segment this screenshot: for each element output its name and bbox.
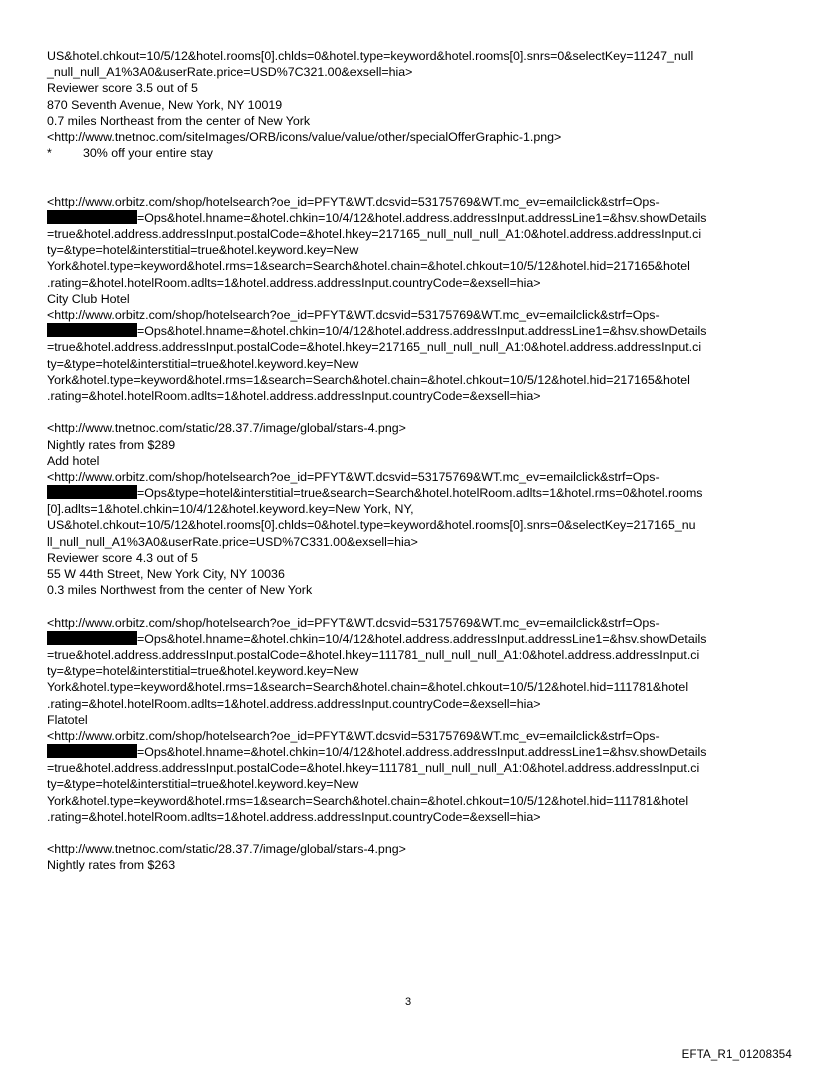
- image-link-text: <http://www.tnetnoc.com/static/28.37.7/image/global/stars-4.png>: [47, 421, 406, 436]
- hotel-address: 870 Seventh Avenue, New York, NY 10019: [47, 97, 283, 112]
- hotel-distance: 0.7 miles Northeast from the center of New York: [47, 113, 311, 128]
- url-line: .rating=&hotel.hotelRoom.adlts=1&hotel.address.addressInput.countryCode=&exsell=hia>: [47, 696, 541, 711]
- url-line: =Ops&hotel.hname=&hotel.chkin=10/4/12&hotel.address.addressInput.addressLine1=&hsv.showDetails: [47, 631, 773, 647]
- url-line: <http://www.orbitz.com/shop/hotelsearch?oe_id=PFYT&WT.dcsvid=53175769&WT.mc_ev=emailclick&strf=Ops-: [47, 728, 660, 743]
- redaction-block: [47, 210, 137, 224]
- url-line: ty=&type=hotel&interstitial=true&hotel.keyword.key=New: [47, 777, 359, 792]
- bates-number: EFTA_R1_01208354: [681, 1049, 792, 1061]
- hotel-name: Flatotel: [47, 712, 88, 727]
- url-line: York&hotel.type=keyword&hotel.rms=1&search=Search&hotel.chain=&hotel.chkout=10/5/12&hotel.hid=111781&hotel: [47, 793, 689, 808]
- url-line: US&hotel.chkout=10/5/12&hotel.rooms[0].chlds=0&hotel.type=keyword&hotel.rooms[0].snrs=0&selectKey=217165_nu: [47, 518, 696, 533]
- redaction-block: [47, 485, 137, 499]
- url-line: .rating=&hotel.hotelRoom.adlts=1&hotel.address.addressInput.countryCode=&exsell=hia>: [47, 275, 541, 290]
- url-line: York&hotel.type=keyword&hotel.rms=1&search=Search&hotel.chain=&hotel.chkout=10/5/12&hotel.hid=111781&hotel: [47, 680, 689, 695]
- nightly-rate: Nightly rates from $263: [47, 858, 176, 873]
- reviewer-score: Reviewer score 4.3 out of 5: [47, 550, 198, 565]
- url-line: =true&hotel.address.addressInput.postalCode=&hotel.hkey=217165_null_null_null_A1:0&hotel.address.addressInput.ci: [47, 340, 702, 355]
- hotel-distance: 0.3 miles Northwest from the center of New York: [47, 583, 313, 598]
- url-line: =true&hotel.address.addressInput.postalCode=&hotel.hkey=111781_null_null_null_A1:0&hotel.address.addressInput.ci: [47, 761, 700, 776]
- url-line: <http://www.orbitz.com/shop/hotelsearch?oe_id=PFYT&WT.dcsvid=53175769&WT.mc_ev=emailclick&strf=Ops-: [47, 469, 660, 484]
- url-line: ty=&type=hotel&interstitial=true&hotel.keyword.key=New: [47, 243, 359, 258]
- url-line: [0].adlts=1&hotel.chkin=10/4/12&hotel.keyword.key=New York, NY,: [47, 502, 414, 517]
- url-line: York&hotel.type=keyword&hotel.rms=1&search=Search&hotel.chain=&hotel.chkout=10/5/12&hotel.hid=217165&hotel: [47, 372, 690, 387]
- url-line: ty=&type=hotel&interstitial=true&hotel.keyword.key=New: [47, 356, 359, 371]
- image-link-text: <http://www.tnetnoc.com/siteImages/ORB/icons/value/value/other/specialOfferGraphic-1.png>: [47, 129, 562, 144]
- url-line: =Ops&hotel.hname=&hotel.chkin=10/4/12&hotel.address.addressInput.addressLine1=&hsv.showDetails: [47, 744, 773, 760]
- redaction-block: [47, 631, 137, 645]
- url-line: ll_null_null_A1%3A0&userRate.price=USD%7C331.00&exsell=hia>: [47, 534, 418, 549]
- image-link-text: <http://www.tnetnoc.com/static/28.37.7/image/global/stars-4.png>: [47, 842, 406, 857]
- url-line: ty=&type=hotel&interstitial=true&hotel.keyword.key=New: [47, 664, 359, 679]
- bullet-mark: *: [47, 146, 52, 161]
- add-hotel-text: Add hotel: [47, 453, 100, 468]
- url-line: <http://www.orbitz.com/shop/hotelsearch?oe_id=PFYT&WT.dcsvid=53175769&WT.mc_ev=emailclick&strf=Ops-: [47, 615, 660, 630]
- redaction-block: [47, 323, 137, 337]
- url-line: .rating=&hotel.hotelRoom.adlts=1&hotel.address.addressInput.countryCode=&exsell=hia>: [47, 809, 541, 824]
- url-line: =true&hotel.address.addressInput.postalCode=&hotel.hkey=111781_null_null_null_A1:0&hotel.address.addressInput.ci: [47, 647, 700, 662]
- url-line: York&hotel.type=keyword&hotel.rms=1&search=Search&hotel.chain=&hotel.chkout=10/5/12&hotel.hid=217165&hotel: [47, 259, 690, 274]
- document-body: [47, 48, 773, 874]
- redaction-block: [47, 744, 137, 758]
- bullet-item: [47, 145, 773, 161]
- hotel-name: City Club Hotel: [47, 291, 130, 306]
- text-line: US&hotel.chkout=10/5/12&hotel.rooms[0].chlds=0&hotel.type=keyword&hotel.rooms[0].snrs=0&selectKey=11247_null: [47, 49, 694, 63]
- nightly-rate: Nightly rates from $289: [47, 437, 176, 452]
- url-line: <http://www.orbitz.com/shop/hotelsearch?oe_id=PFYT&WT.dcsvid=53175769&WT.mc_ev=emailclick&strf=Ops-: [47, 308, 660, 323]
- text-line: _null_null_A1%3A0&userRate.price=USD%7C321.00&exsell=hia>: [47, 65, 413, 80]
- url-line: .rating=&hotel.hotelRoom.adlts=1&hotel.address.addressInput.countryCode=&exsell=hia>: [47, 388, 541, 403]
- url-line: =Ops&hotel.hname=&hotel.chkin=10/4/12&hotel.address.addressInput.addressLine1=&hsv.showDetails: [47, 210, 773, 226]
- url-line: =Ops&hotel.hname=&hotel.chkin=10/4/12&hotel.address.addressInput.addressLine1=&hsv.showDetails: [47, 323, 773, 339]
- reviewer-score: Reviewer score 3.5 out of 5: [47, 81, 198, 96]
- url-line: =true&hotel.address.addressInput.postalCode=&hotel.hkey=217165_null_null_null_A1:0&hotel.address.addressInput.ci: [47, 227, 702, 242]
- hotel-address: 55 W 44th Street, New York City, NY 10036: [47, 567, 285, 582]
- special-offer-text: 30% off your entire stay: [83, 146, 213, 161]
- page-number: 3: [404, 996, 412, 1008]
- url-line: =Ops&type=hotel&interstitial=true&search=Search&hotel.hotelRoom.adlts=1&hotel.rms=0&hotel.rooms: [47, 485, 773, 501]
- url-line: <http://www.orbitz.com/shop/hotelsearch?oe_id=PFYT&WT.dcsvid=53175769&WT.mc_ev=emailclick&strf=Ops-: [47, 194, 660, 209]
